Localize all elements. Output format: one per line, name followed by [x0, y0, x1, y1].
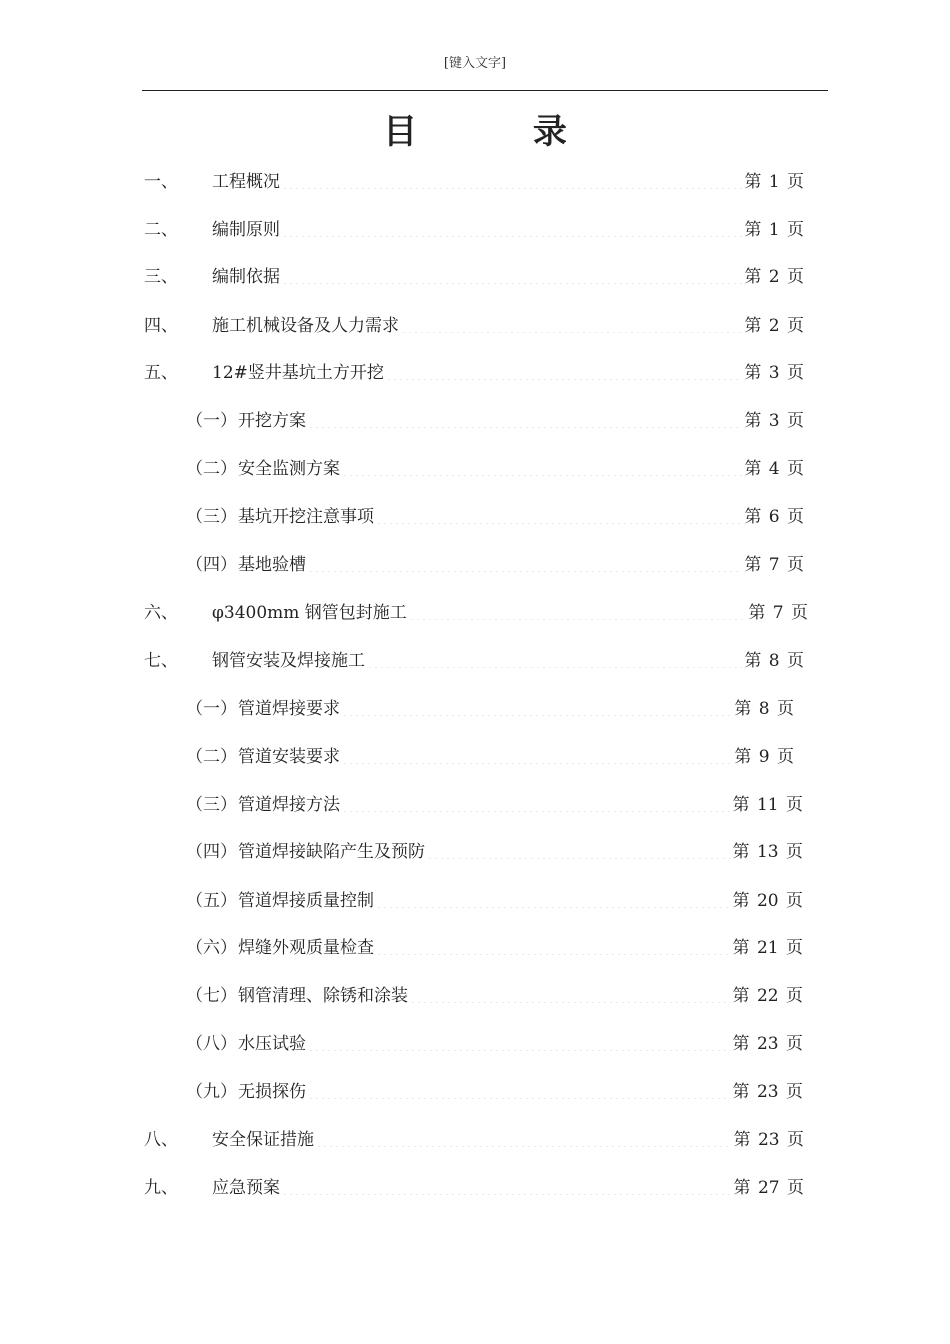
toc-entry-page: 第 27 页: [733, 1177, 804, 1198]
toc-entry-label: 安全保证措施: [212, 1129, 314, 1150]
toc-entry[interactable]: [186, 453, 804, 479]
toc-entry-label: 焊缝外观质量检查: [238, 937, 374, 958]
toc-entry[interactable]: [186, 789, 803, 815]
toc-dot-leader: [282, 264, 742, 284]
toc-dot-leader: [386, 360, 742, 380]
toc-entry[interactable]: [186, 980, 803, 1006]
toc-entry-number: （三）: [186, 794, 237, 815]
toc-entry-label: 编制依据: [212, 266, 280, 287]
toc-entry-label: 钢管清理、除锈和涂装: [238, 985, 408, 1006]
toc-entry-page: 第 21 页: [732, 937, 803, 958]
toc-entry-label: 开挖方案: [238, 410, 306, 431]
toc-entry-page: 第 8 页: [734, 698, 794, 719]
toc-entry-page: 第 13 页: [732, 841, 803, 862]
toc-entry-page: 第 11 页: [732, 794, 803, 815]
toc-entry-page: 第 4 页: [744, 458, 804, 479]
toc-entry-page: 第 8 页: [744, 650, 804, 671]
toc-entry-label: 12#竖井基坑土方开挖: [212, 362, 384, 383]
toc-entry-number: （八）: [186, 1033, 237, 1054]
toc-entry-number: （一）: [186, 410, 237, 431]
toc-entry-number: （三）: [186, 506, 237, 527]
toc-entry-page: 第 22 页: [732, 985, 803, 1006]
toc-entry[interactable]: [144, 214, 804, 240]
toc-entry-label: 应急预案: [212, 1177, 280, 1198]
toc-entry[interactable]: [186, 1076, 803, 1102]
toc-dot-leader: [342, 792, 731, 812]
toc-entry-number: （四）: [186, 554, 237, 575]
toc-entry-number: （二）: [186, 746, 237, 767]
toc-dot-leader: [282, 1175, 732, 1195]
toc-entry[interactable]: [144, 357, 804, 383]
toc-entry-number: （二）: [186, 458, 237, 479]
toc-entry-number: 八、: [144, 1129, 178, 1150]
toc-entry-page: 第 20 页: [732, 890, 803, 911]
toc-entry-page: 第 1 页: [744, 171, 804, 192]
toc-entry-label: 管道焊接质量控制: [238, 890, 374, 911]
toc-entry[interactable]: [186, 405, 804, 431]
toc-dot-leader: [308, 408, 742, 428]
toc-entry-page: 第 9 页: [734, 746, 794, 767]
toc-entry[interactable]: [186, 885, 803, 911]
toc-dot-leader: [376, 935, 731, 955]
toc-dot-leader: [409, 600, 747, 620]
toc-entry-label: 管道安装要求: [238, 746, 340, 767]
toc-dot-leader: [342, 744, 732, 764]
toc-entry-number: （一）: [186, 698, 237, 719]
toc-dot-leader: [342, 456, 742, 476]
toc-entry-label: 安全监测方案: [238, 458, 340, 479]
toc-entry-page: 第 2 页: [744, 315, 804, 336]
toc-entry[interactable]: [186, 549, 804, 575]
toc-entry-number: 九、: [144, 1177, 178, 1198]
toc-dot-leader: [316, 1127, 732, 1147]
toc-entry-label: 钢管安装及焊接施工: [212, 650, 365, 671]
toc-entry-page: 第 23 页: [732, 1081, 803, 1102]
toc-dot-leader: [367, 648, 742, 668]
toc-entry-number: （六）: [186, 937, 237, 958]
toc-entry[interactable]: [186, 501, 804, 527]
toc-dot-leader: [401, 313, 742, 333]
toc-entry-label: 无损探伤: [238, 1081, 306, 1102]
toc-dot-leader: [308, 1031, 731, 1051]
toc-entry-number: 六、: [144, 602, 178, 623]
toc-dot-leader: [308, 552, 742, 572]
toc-entry-page: 第 23 页: [733, 1129, 804, 1150]
toc-entry-page: 第 1 页: [744, 219, 804, 240]
toc-entry-number: 七、: [144, 650, 178, 671]
toc-entry-number: 三、: [144, 266, 178, 287]
toc-entry-page: 第 7 页: [744, 554, 804, 575]
toc-entry-label: 管道焊接方法: [238, 794, 340, 815]
toc-entry-label: 施工机械设备及人力需求: [212, 315, 399, 336]
toc-entry[interactable]: [186, 693, 794, 719]
toc-entry[interactable]: [144, 1172, 804, 1198]
toc-dot-leader: [282, 169, 742, 189]
toc-entry-label: φ3400mm 钢管包封施工: [212, 602, 407, 623]
toc-entry-number: 四、: [144, 315, 178, 336]
page-header: [键入文字]: [443, 56, 507, 71]
toc-entry-label: 编制原则: [212, 219, 280, 240]
toc-entry[interactable]: [186, 836, 803, 862]
toc-entry-label: 管道焊接要求: [238, 698, 340, 719]
toc-entry-label: 管道焊接缺陷产生及预防: [238, 841, 425, 862]
toc-dot-leader: [427, 839, 731, 859]
toc-entry[interactable]: [144, 645, 804, 671]
toc-entry-number: （九）: [186, 1081, 237, 1102]
toc-entry-label: 水压试验: [238, 1033, 306, 1054]
toc-entry-label: 工程概况: [212, 171, 280, 192]
toc-entry[interactable]: [144, 166, 804, 192]
toc-entry-number: 一、: [144, 171, 178, 192]
toc-entry[interactable]: [144, 1124, 804, 1150]
toc-entry-number: （四）: [186, 841, 237, 862]
toc-dot-leader: [342, 696, 732, 716]
toc-entry-page: 第 7 页: [748, 602, 808, 623]
toc-entry-page: 第 3 页: [744, 362, 804, 383]
toc-entry[interactable]: [186, 932, 803, 958]
toc-entry[interactable]: [186, 741, 794, 767]
toc-dot-leader: [282, 217, 742, 237]
toc-entry-label: 基坑开挖注意事项: [238, 506, 374, 527]
toc-entry-page: 第 3 页: [744, 410, 804, 431]
toc-dot-leader: [308, 1079, 731, 1099]
toc-entry[interactable]: [144, 597, 808, 623]
toc-entry-page: 第 23 页: [732, 1033, 803, 1054]
toc-entry-number: 五、: [144, 362, 178, 383]
toc-entry-page: 第 2 页: [744, 266, 804, 287]
toc-entry[interactable]: [144, 261, 804, 287]
toc-entry[interactable]: [144, 310, 804, 336]
toc-entry-label: 基地验槽: [238, 554, 306, 575]
toc-entry-page: 第 6 页: [744, 506, 804, 527]
toc-entry[interactable]: [186, 1028, 803, 1054]
toc-entry-number: 二、: [144, 219, 178, 240]
toc-entry-number: （七）: [186, 985, 237, 1006]
toc-dot-leader: [410, 983, 731, 1003]
toc-dot-leader: [376, 504, 742, 524]
toc-entry-number: （五）: [186, 890, 237, 911]
toc-dot-leader: [376, 888, 731, 908]
toc-title: 目 录: [383, 112, 619, 152]
